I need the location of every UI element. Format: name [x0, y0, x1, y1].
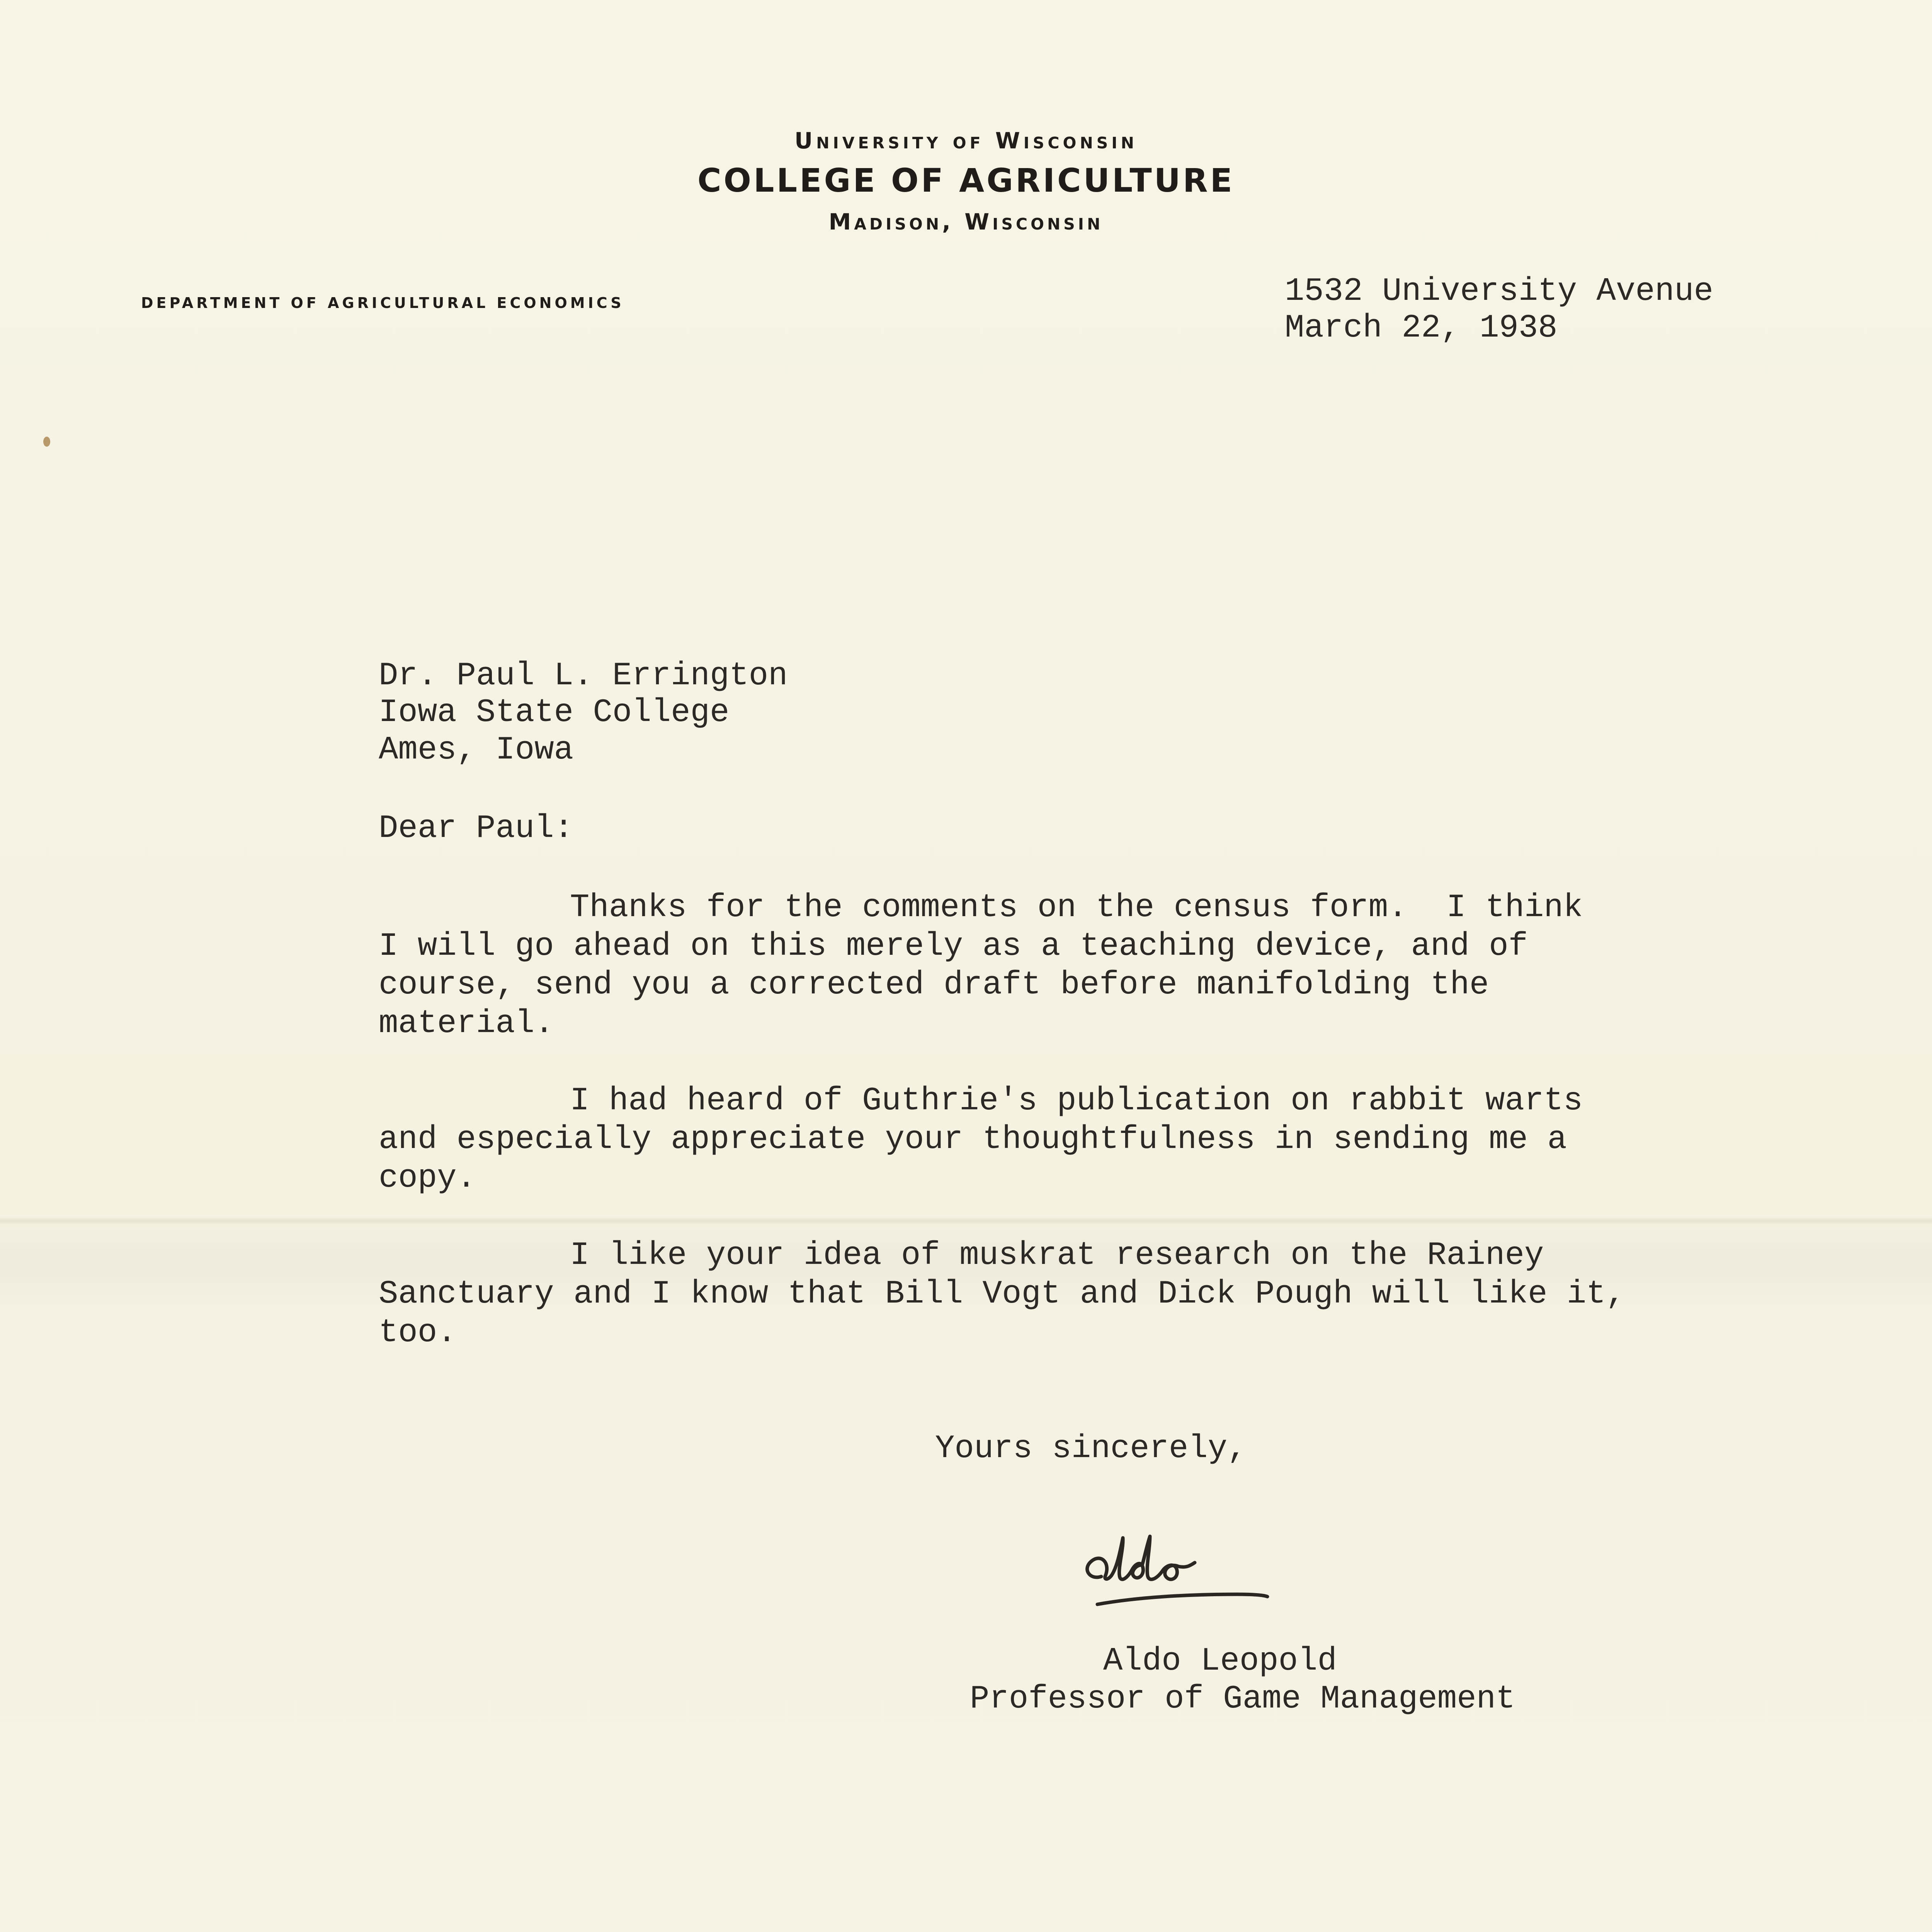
body-line: I had heard of Guthrie's publication on rabbit warts	[570, 1083, 1583, 1119]
body-line: Thanks for the comments on the census form. I think	[570, 889, 1583, 926]
letterhead-college: COLLEGE OF AGRICULTURE	[697, 162, 1235, 199]
body-line: too.	[379, 1315, 457, 1351]
letter-date: March 22, 1938	[1285, 310, 1558, 347]
paper-fold	[0, 1217, 1932, 1225]
paper-speck	[43, 437, 50, 447]
body-line: I will go ahead on this merely as a teaching device, and of	[379, 928, 1528, 965]
salutation: Dear Paul:	[379, 810, 574, 847]
body-line: and especially appreciate your thoughtfulness in sending me a	[379, 1121, 1567, 1158]
signer-name: Aldo Leopold	[1103, 1643, 1337, 1680]
letterhead-city: Madison, Wisconsin	[828, 209, 1104, 235]
recipient-institution: Iowa State College	[379, 694, 730, 731]
recipient-city: Ames, Iowa	[379, 732, 574, 769]
letterhead-department: DEPARTMENT OF AGRICULTURAL ECONOMICS	[141, 294, 624, 311]
letterhead-university: University of Wisconsin	[794, 128, 1138, 154]
body-line: copy.	[379, 1160, 476, 1197]
signer-title: Professor of Game Management	[970, 1681, 1515, 1718]
body-line: material.	[379, 1005, 554, 1042]
closing: Yours sincerely,	[935, 1430, 1247, 1467]
sender-address: 1532 University Avenue	[1285, 273, 1713, 310]
handwritten-signature	[1074, 1522, 1314, 1627]
body-line: course, send you a corrected draft before manifolding the	[379, 967, 1489, 1003]
recipient-name: Dr. Paul L. Errington	[379, 658, 788, 694]
body-line: I like your idea of muskrat research on the Rainey	[570, 1237, 1544, 1274]
body-line: Sanctuary and I know that Bill Vogt and Dick Pough will like it,	[379, 1276, 1626, 1313]
